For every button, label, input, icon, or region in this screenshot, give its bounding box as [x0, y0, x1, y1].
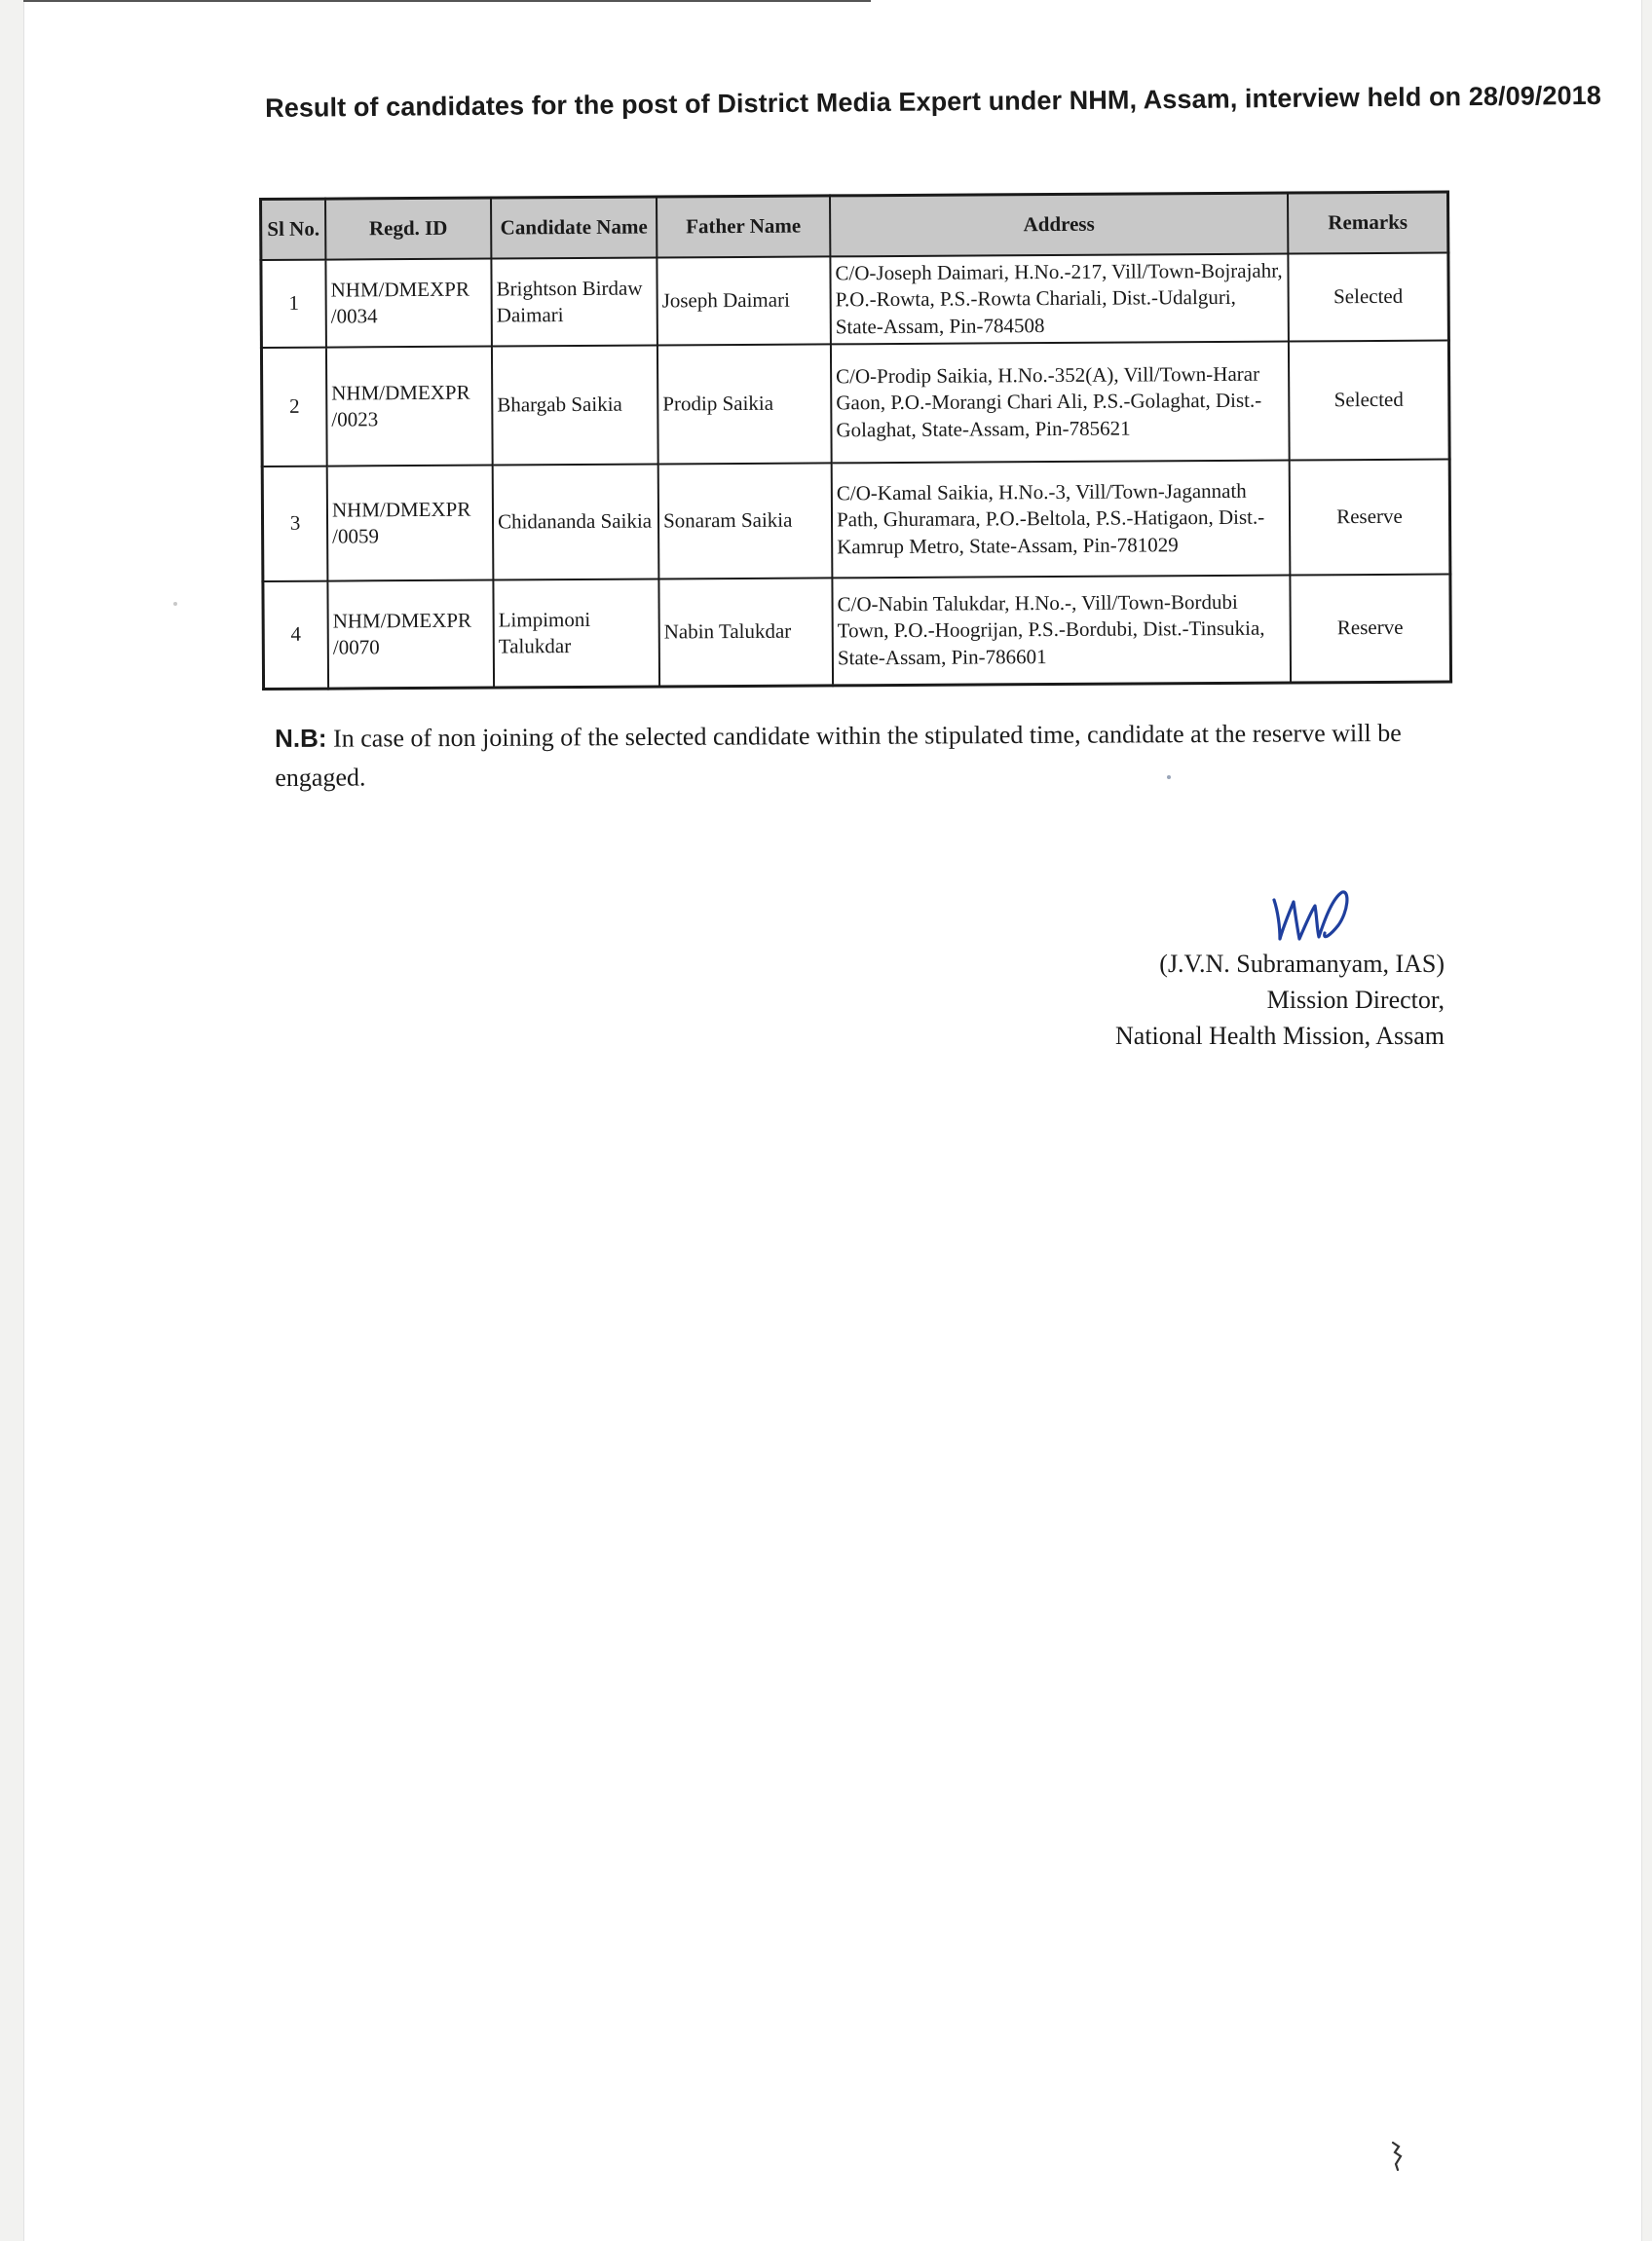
cell-candidate-name: Brightson Birdaw Daimari — [491, 258, 657, 347]
document-title: Result of candidates for the post of District Media Expert under NHM, Assam, interview held on 28/09/2018 — [265, 80, 1602, 123]
cell-regd-id: NHM/DMEXPR /0070 — [327, 580, 494, 690]
cell-address: C/O-Kamal Saikia, H.No.-3, Vill/Town-Jagannath Path, Ghuramara, P.O.-Beltola, P.S.-Hatigaon, Dist.-Kamrup Metro, State-Assam, Pin-781029 — [832, 461, 1291, 579]
cell-sl-no: 3 — [262, 467, 327, 581]
scan-edge-rule — [23, 0, 871, 2]
header-father-name: Father Name — [657, 196, 830, 258]
handwritten-signature — [1266, 873, 1354, 951]
table-row — [263, 575, 1451, 690]
table-header-row — [261, 192, 1448, 260]
header-candidate-name: Candidate Name — [491, 197, 657, 259]
cell-candidate-name: Bhargab Saikia — [492, 346, 658, 466]
cell-father-name: Joseph Daimari — [657, 256, 831, 345]
cell-father-name: Prodip Saikia — [657, 344, 832, 464]
header-remarks: Remarks — [1288, 192, 1448, 254]
cell-sl-no: 2 — [261, 348, 326, 467]
note-label: N.B: — [275, 723, 327, 753]
cell-father-name: Nabin Talukdar — [658, 578, 833, 687]
cell-sl-no: 4 — [263, 581, 328, 690]
note-paragraph — [275, 713, 1483, 799]
cell-regd-id: NHM/DMEXPR /0059 — [327, 466, 494, 581]
cell-candidate-name: Chidananda Saikia — [493, 465, 659, 580]
cell-remarks: Reserve — [1290, 575, 1450, 684]
cell-remarks: Reserve — [1290, 460, 1450, 576]
cell-father-name: Sonaram Saikia — [658, 463, 833, 579]
table-row — [262, 460, 1450, 581]
cell-sl-no: 1 — [261, 260, 326, 348]
header-address: Address — [830, 193, 1288, 256]
note-text: In case of non joining of the selected candidate within the stipulated time, candidate at the reserve will be engaged. — [275, 718, 1402, 793]
table-row — [261, 341, 1449, 467]
cell-candidate-name: Limpimoni Talukdar — [493, 579, 659, 689]
table-row — [261, 253, 1449, 348]
scan-speck — [1167, 775, 1171, 779]
cell-regd-id: NHM/DMEXPR /0034 — [325, 259, 492, 348]
cell-address: C/O-Prodip Saikia, H.No.-352(A), Vill/Town-Harar Gaon, P.O.-Morangi Chari Ali, P.S.-Golaghat, Dist.-Golaghat, State-Assam, Pin-785621 — [831, 342, 1290, 464]
signatory-organization: National Health Mission, Assam — [1115, 1021, 1445, 1050]
scan-ink-mark — [1387, 2139, 1407, 2174]
signatory-block — [1115, 947, 1445, 1055]
cell-address: C/O-Nabin Talukdar, H.No.-, Vill/Town-Bordubi Town, P.O.-Hoogrijan, P.S.-Bordubi, Dist.-Tinsukia, State-Assam, Pin-786601 — [832, 576, 1291, 686]
cell-remarks: Selected — [1289, 341, 1449, 461]
signatory-designation: Mission Director, — [1266, 985, 1445, 1014]
cell-remarks: Selected — [1288, 253, 1448, 342]
results-table-container — [259, 191, 1452, 691]
cell-regd-id: NHM/DMEXPR /0023 — [326, 347, 493, 467]
signatory-name: (J.V.N. Subramanyam, IAS) — [1159, 950, 1445, 978]
cell-address: C/O-Joseph Daimari, H.No.-217, Vill/Town-Bojrajahr, P.O.-Rowta, P.S.-Rowta Chariali, Dist.-Udalguri, State-Assam, Pin-784508 — [830, 254, 1289, 345]
header-sl-no: Sl No. — [261, 199, 326, 260]
scan-speck — [173, 602, 177, 606]
results-table — [259, 191, 1452, 691]
header-regd-id: Regd. ID — [325, 198, 491, 260]
